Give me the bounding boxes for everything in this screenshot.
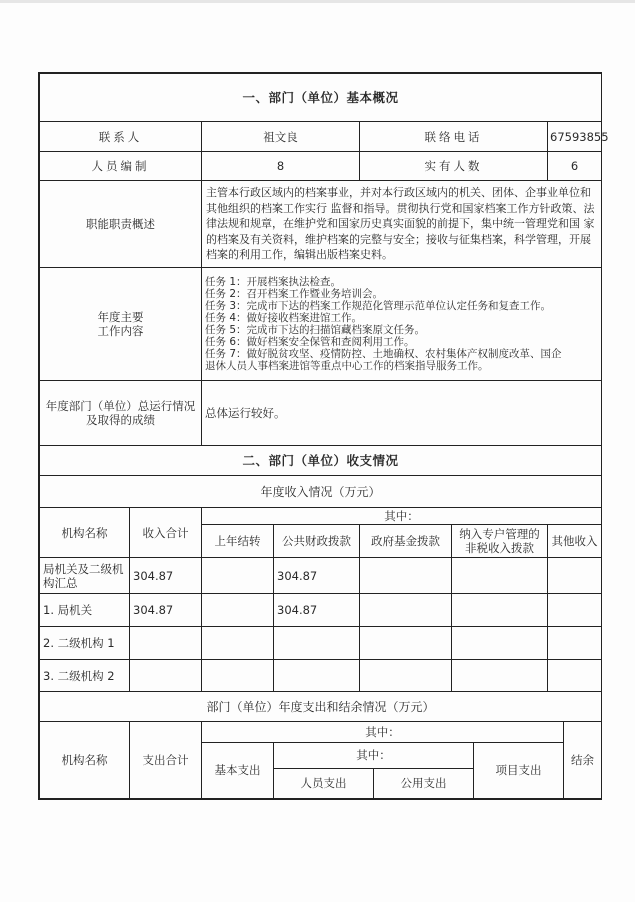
income-row-org: 3. 二级机构 2 <box>40 660 130 692</box>
income-row-fund <box>360 594 452 627</box>
summary-label: 年度部门（单位）总运行情况及取得的成绩 <box>40 381 202 446</box>
table-row <box>40 594 602 627</box>
task-item: 任务 6：做好档案安全保管和查阅利用工作。 <box>205 336 415 348</box>
income-header-other: 其他收入 <box>548 525 602 558</box>
income-row-fiscal <box>274 627 360 660</box>
expense-header-org: 机构名称 <box>40 722 130 798</box>
income-row-fund <box>360 627 452 660</box>
income-row-fund <box>360 660 452 692</box>
task-item: 任务 1：开展档案执法检查。 <box>205 276 342 288</box>
staff-value: 8 <box>202 152 360 181</box>
income-row-special <box>452 558 548 594</box>
scan-top-edge <box>0 0 635 3</box>
task-item: 退休人员人事档案进馆等重点中心工作的档案指导服务工作。 <box>205 360 489 372</box>
income-header-total: 收入合计 <box>130 508 202 558</box>
expense-header-total: 支出合计 <box>130 722 202 798</box>
summary-text: 总体运行较好。 <box>202 381 602 446</box>
income-row-other <box>548 627 602 660</box>
table-row <box>40 627 602 660</box>
income-row-total: 304.87 <box>130 594 202 627</box>
income-header-of-which: 其中： <box>202 508 602 525</box>
staff-label: 人员编制 <box>40 152 202 181</box>
actual-staff-label: 实有人数 <box>360 152 548 181</box>
task-label-line1: 年度主要 <box>97 310 144 324</box>
contact-label: 联系人 <box>40 122 202 152</box>
income-row-total: 304.87 <box>130 558 202 594</box>
task-item: 任务 2：召开档案工作暨业务培训会。 <box>205 288 384 300</box>
expense-header-personnel: 人员支出 <box>274 768 374 798</box>
task-list <box>202 268 602 381</box>
table-row <box>40 660 602 692</box>
income-row-total <box>130 660 202 692</box>
expense-table-title: 部门（单位）年度支出和结余情况（万元） <box>40 692 602 722</box>
income-header-special: 纳入专户管理的非税收入拨款 <box>452 525 548 558</box>
income-row-other <box>548 558 602 594</box>
income-row-carryover <box>202 660 274 692</box>
task-item: 任务 7：做好脱贫攻坚、疫情防控、土地确权、农村集体产权制度改革、国企 <box>205 348 562 360</box>
income-row-special <box>452 627 548 660</box>
income-row-total <box>130 627 202 660</box>
income-header-carryover: 上年结转 <box>202 525 274 558</box>
income-header-fund: 政府基金拨款 <box>360 525 452 558</box>
income-row-other <box>548 594 602 627</box>
contact-value: 祖文良 <box>202 122 360 152</box>
income-header-org: 机构名称 <box>40 508 130 558</box>
income-row-org: 2. 二级机构 1 <box>40 627 130 660</box>
form-frame <box>38 72 609 800</box>
income-row-carryover <box>202 558 274 594</box>
form-table <box>39 73 609 722</box>
task-label <box>40 268 202 381</box>
table-row <box>40 558 602 594</box>
income-header-fiscal: 公共财政拨款 <box>274 525 360 558</box>
expense-header-basic: 基本支出 <box>202 742 274 798</box>
section2-title: 二、部门（单位）收支情况 <box>40 446 602 476</box>
income-row-org: 局机关及二级机构汇总 <box>40 558 130 594</box>
income-row-fund <box>360 558 452 594</box>
expense-header-balance: 结余 <box>564 722 602 798</box>
expense-header-table <box>39 722 602 799</box>
income-row-fiscal: 304.87 <box>274 558 360 594</box>
income-row-special <box>452 594 548 627</box>
income-row-other <box>548 660 602 692</box>
income-row-carryover <box>202 594 274 627</box>
phone-value: 67593855 <box>548 122 602 152</box>
task-label-line2: 工作内容 <box>97 324 144 338</box>
income-row-fiscal <box>274 660 360 692</box>
task-item: 任务 3：完成市下达的档案工作规范化管理示范单位认定任务和复查工作。 <box>205 300 552 312</box>
income-row-org: 1. 局机关 <box>40 594 130 627</box>
income-row-carryover <box>202 627 274 660</box>
task-item: 任务 4：做好接收档案进馆工作。 <box>205 312 363 324</box>
duty-text: 主管本行政区域内的档案事业，并对本行政区域内的机关、团体、企事业单位和其他组织的档案工作实行 监督和指导。贯彻执行党和国家档案工作方针政策、法律法规和规章，在维护党和国家历史真实面貌的前提下，集中统一管理党和国 家的档案及有关资料，维护档案的完整与安全；接收与征集档案，科学管理，开展档案的利用工作，编辑出版档案史料。 <box>202 181 602 268</box>
section1-title: 一、部门（单位）基本概况 <box>40 74 602 122</box>
income-table-title: 年度收入情况（万元） <box>40 476 602 508</box>
duty-label: 职能职责概述 <box>40 181 202 268</box>
income-row-special <box>452 660 548 692</box>
phone-label: 联络电话 <box>360 122 548 152</box>
expense-header-public: 公用支出 <box>374 768 474 798</box>
expense-header-of-which2: 其中： <box>274 742 474 768</box>
expense-header-project: 项目支出 <box>474 742 564 798</box>
income-row-fiscal: 304.87 <box>274 594 360 627</box>
expense-header-of-which: 其中： <box>202 722 564 742</box>
task-item: 任务 5：完成市下达的扫描馆藏档案原文任务。 <box>205 324 426 336</box>
actual-staff-value: 6 <box>548 152 602 181</box>
